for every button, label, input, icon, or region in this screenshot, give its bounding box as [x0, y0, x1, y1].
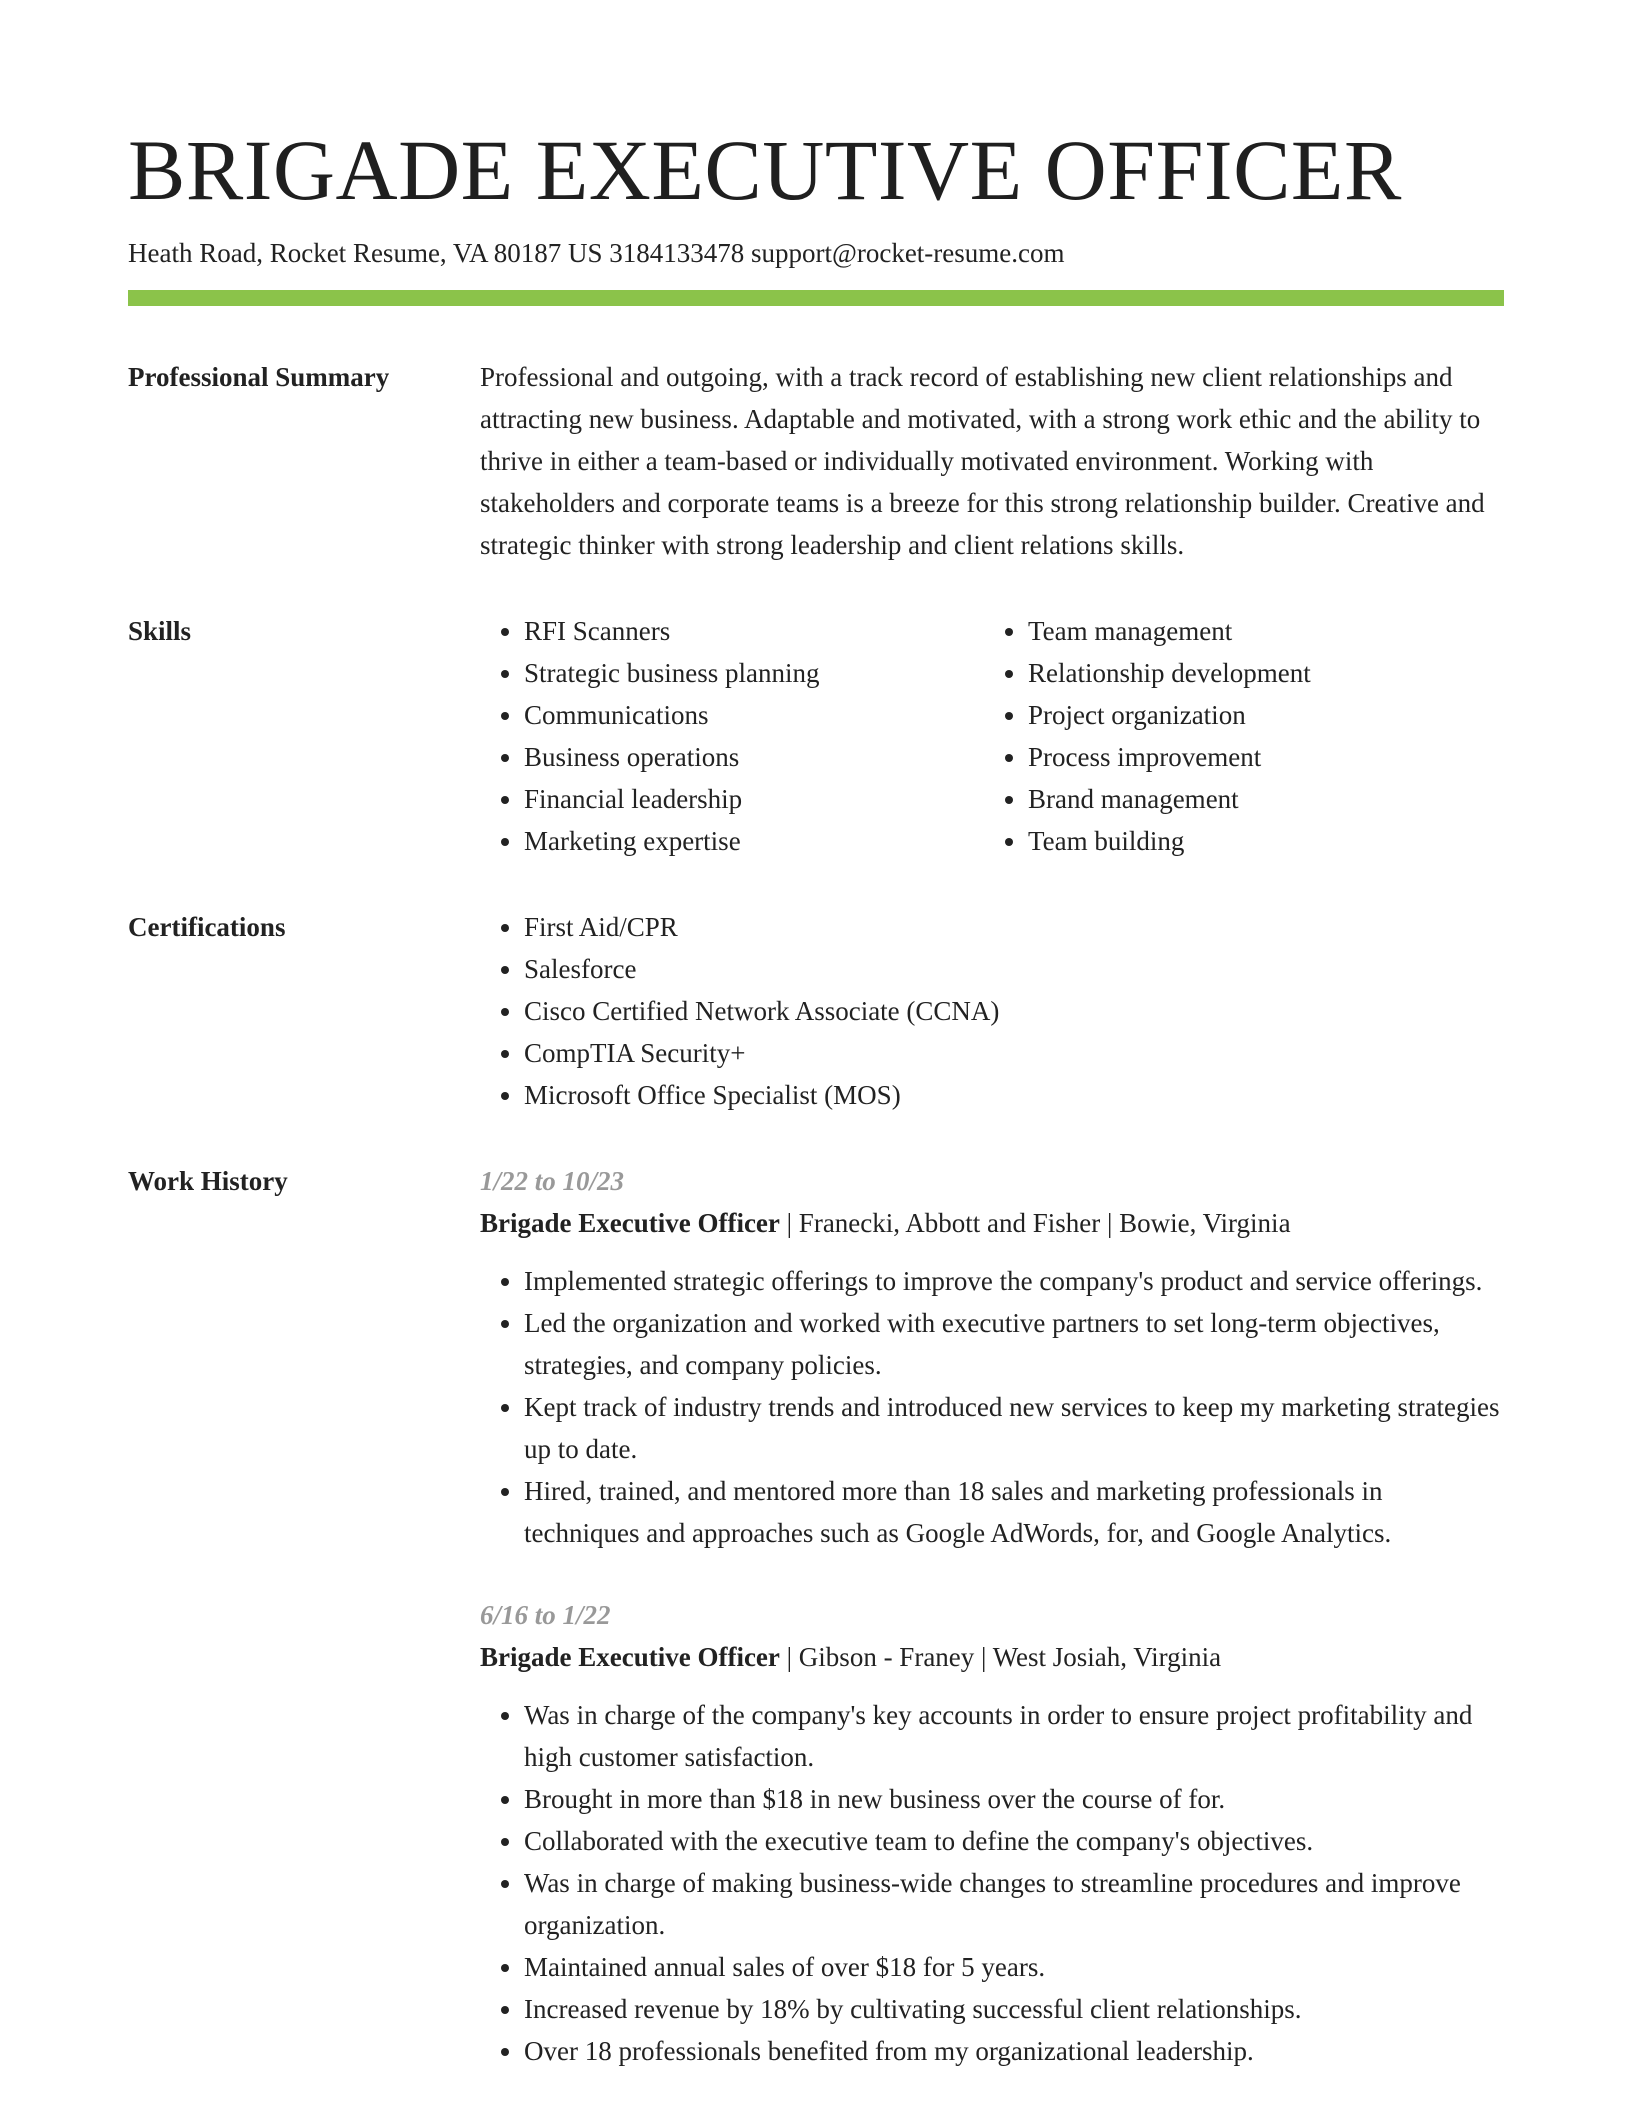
job-heading — [480, 1636, 1504, 1678]
work-history-content — [480, 1160, 1504, 2072]
job-bullet: • Was in charge of the company's key accounts in order to ensure project profitability and high customer satisfaction. — [524, 1694, 1504, 1778]
job-title: Brigade Executive Officer — [480, 1642, 780, 1672]
certification-item: • Microsoft Office Specialist (MOS) — [524, 1074, 1504, 1116]
job-details: | Franecki, Abbott and Fisher | Bowie, Virginia — [779, 1208, 1291, 1238]
skills-grid — [480, 610, 1504, 862]
job-bullet: • Was in charge of making business-wide changes to streamline procedures and improve organization. — [524, 1862, 1504, 1946]
skills-column-left — [480, 610, 984, 862]
skill-item: • Financial leadership — [524, 778, 984, 820]
summary-label: Professional Summary — [128, 362, 390, 392]
certification-item: • First Aid/CPR — [524, 906, 1504, 948]
certification-item: • Salesforce — [524, 948, 1504, 990]
job-bullet: • Increased revenue by 18% by cultivating successful client relationships. — [524, 1988, 1504, 2030]
skill-item: • RFI Scanners — [524, 610, 984, 652]
job-bullet: • Brought in more than $18 in new business over the course of for. — [524, 1778, 1504, 1820]
certifications-content — [480, 906, 1504, 1116]
job-bullet: • Kept track of industry trends and introduced new services to keep my marketing strategies up to date. — [524, 1386, 1504, 1470]
job-heading — [480, 1202, 1504, 1244]
certifications-label: Certifications — [128, 912, 286, 942]
skill-item: • Marketing expertise — [524, 820, 984, 862]
skills-list-left — [480, 610, 984, 862]
job-bullet: • Maintained annual sales of over $18 for 5 years. — [524, 1946, 1504, 1988]
job-bullet: • Hired, trained, and mentored more than 18 sales and marketing professionals in techniques and approaches such as Google AdWords, for, and Google Analytics. — [524, 1470, 1504, 1554]
summary-section — [128, 356, 1504, 566]
skills-list-right — [984, 610, 1488, 862]
job-bullet: • Over 18 professionals benefited from my organizational leadership. — [524, 2030, 1504, 2072]
skill-item: • Communications — [524, 694, 984, 736]
job-details: | Gibson - Franey | West Josiah, Virginia — [779, 1642, 1222, 1672]
work-history-section — [128, 1160, 1504, 2072]
skill-item: • Project organization — [1028, 694, 1488, 736]
accent-divider-bar — [128, 290, 1504, 306]
resume-name-heading: BRIGADE EXECUTIVE OFFICER — [128, 122, 1402, 218]
job-bullets — [480, 1260, 1504, 1554]
job-bullets — [480, 1694, 1504, 2072]
certification-item: • CompTIA Security+ — [524, 1032, 1504, 1074]
work-history-label: Work History — [128, 1166, 288, 1196]
job-date: 6/16 to 1/22 — [480, 1600, 611, 1630]
skills-content — [480, 610, 1504, 862]
skill-item: • Team management — [1028, 610, 1488, 652]
skill-item: • Process improvement — [1028, 736, 1488, 778]
skill-item: • Strategic business planning — [524, 652, 984, 694]
skills-column-right — [984, 610, 1488, 862]
certifications-list — [480, 906, 1504, 1116]
skills-section — [128, 610, 1504, 862]
resume-page — [128, 0, 1504, 2072]
certification-item: • Cisco Certified Network Associate (CCNA) — [524, 990, 1504, 1032]
job-entry — [480, 1594, 1504, 2072]
skill-item: • Brand management — [1028, 778, 1488, 820]
skill-item: • Relationship development — [1028, 652, 1488, 694]
job-title: Brigade Executive Officer — [480, 1208, 780, 1238]
skill-item: • Business operations — [524, 736, 984, 778]
summary-text: Professional and outgoing, with a track record of establishing new client relationships and attracting new business. Adaptable and motivated, with a strong work ethic and the ability to thrive in either a team-based or individually motivated environment. Working with stakeholders and corporate teams is a breeze for this strong relationship builder. Creative and strategic thinker with strong leadership and client relations skills. — [480, 362, 1485, 560]
job-bullet: • Implemented strategic offerings to improve the company's product and service offerings. — [524, 1260, 1504, 1302]
contact-line: Heath Road, Rocket Resume, VA 80187 US 3184133478 support@rocket-resume.com — [128, 238, 1065, 268]
job-entry — [480, 1160, 1504, 1554]
skills-label: Skills — [128, 616, 192, 646]
skill-item: • Team building — [1028, 820, 1488, 862]
job-bullet: • Led the organization and worked with executive partners to set long-term objectives, strategies, and company policies. — [524, 1302, 1504, 1386]
summary-content — [480, 356, 1504, 566]
certifications-section — [128, 906, 1504, 1116]
job-date: 1/22 to 10/23 — [480, 1166, 625, 1196]
job-bullet: • Collaborated with the executive team to define the company's objectives. — [524, 1820, 1504, 1862]
